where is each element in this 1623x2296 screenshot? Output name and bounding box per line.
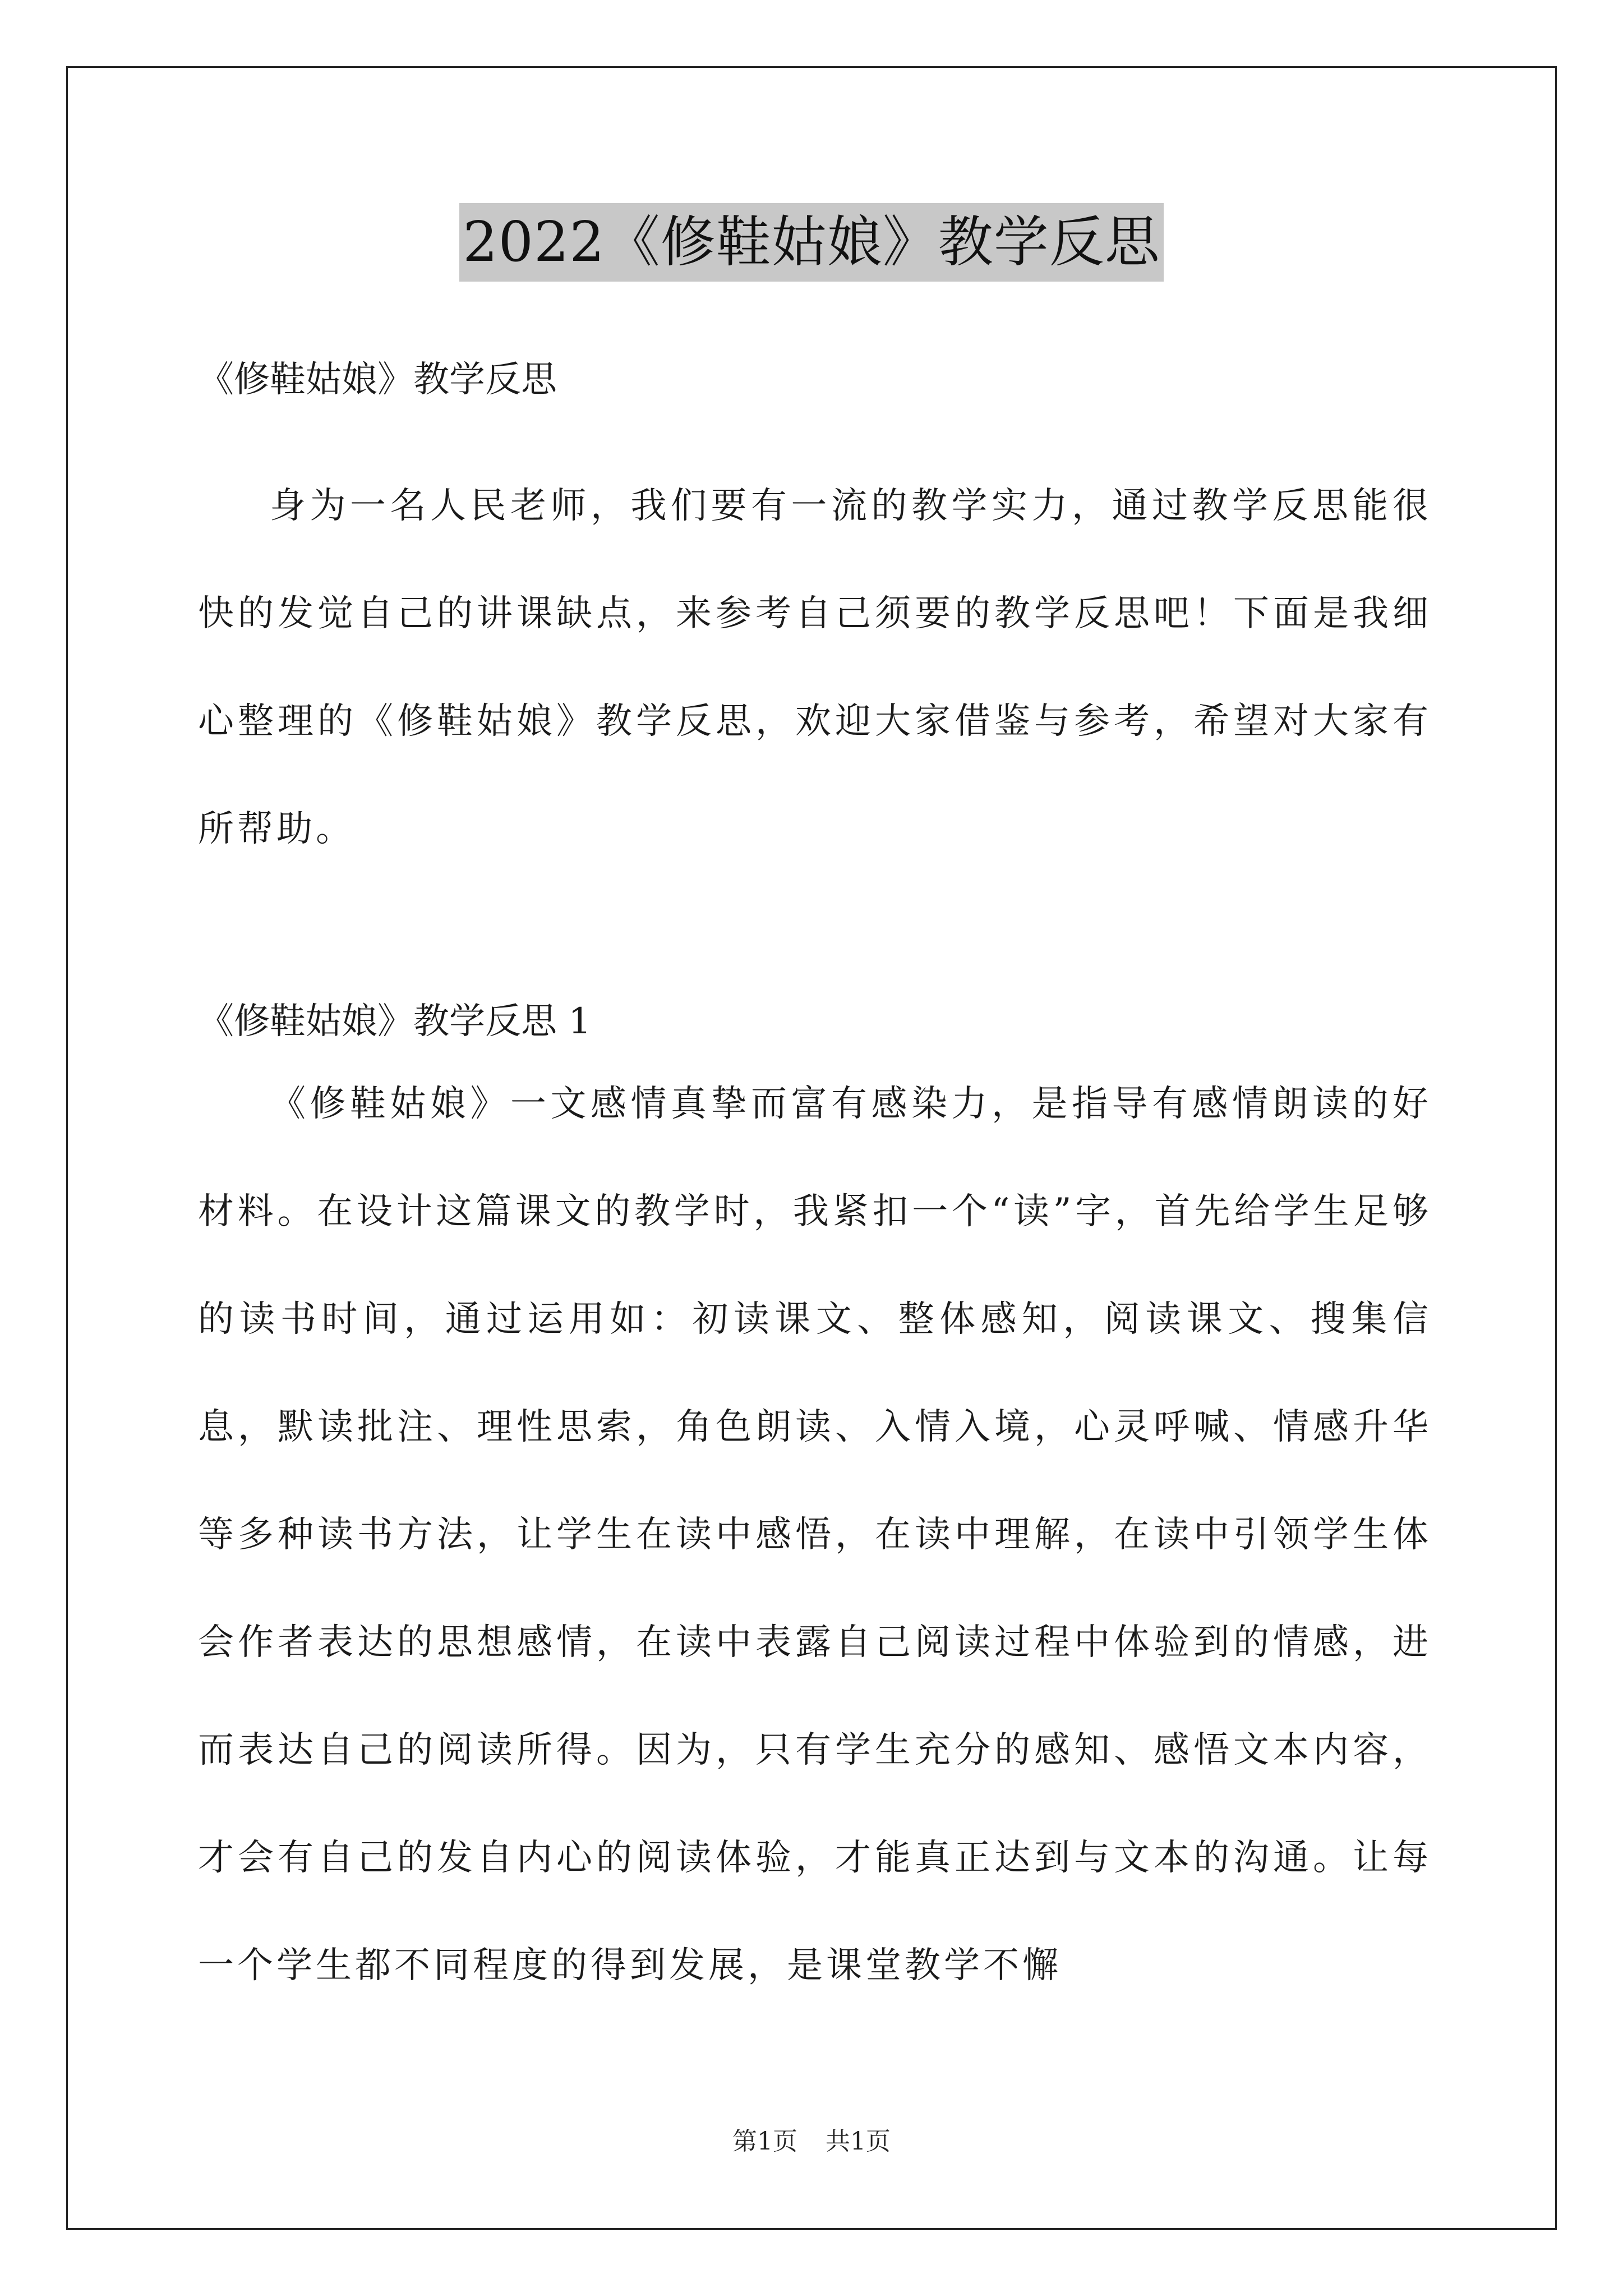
section-heading: 《修鞋姑娘》教学反思 1 bbox=[198, 1001, 592, 1042]
document-title: 2022《修鞋姑娘》教学反思 bbox=[459, 203, 1163, 282]
page-number: 第1页 bbox=[732, 2127, 797, 2156]
page-total: 共1页 bbox=[826, 2127, 891, 2156]
section-paragraph: 《修鞋姑娘》一文感情真挚而富有感染力，是指导有感情朗读的好材料。在设计这篇课文的教学时，我紧扣一个“读”字，首先给学生足够的读书时间，通过运用如：初读课文、整体感知，阅读课文、搜集信息，默读批注、理性思索，角色朗读、入情入境，心灵呼喊、情感升华等多种读书方法，让学生在读中感悟，在读中理解，在读中引领学生体会作者表达的思想感情，在读中表露自己阅读过程中体验到的情感，进而表达自己的阅读所得。因为，只有学生充分的感知、感悟文本内容，才会有自己的发自内心的阅读体验，才能真正达到与文本的沟通。让每一个学生都不同程度的得到发展，是课堂教学不懈 bbox=[198, 1083, 1432, 1986]
intro-paragraph: 身为一名人民老师，我们要有一流的教学实力，通过教学反思能很快的发觉自己的讲课缺点，来参考自己须要的教学反思吧！下面是我细心整理的《修鞋姑娘》教学反思，欢迎大家借鉴与参考，希望对大家有所帮助。 bbox=[198, 485, 1432, 850]
title-container bbox=[0, 203, 1623, 282]
page-footer bbox=[0, 2125, 1623, 2159]
intro-heading: 《修鞋姑娘》教学反思 bbox=[198, 359, 557, 401]
